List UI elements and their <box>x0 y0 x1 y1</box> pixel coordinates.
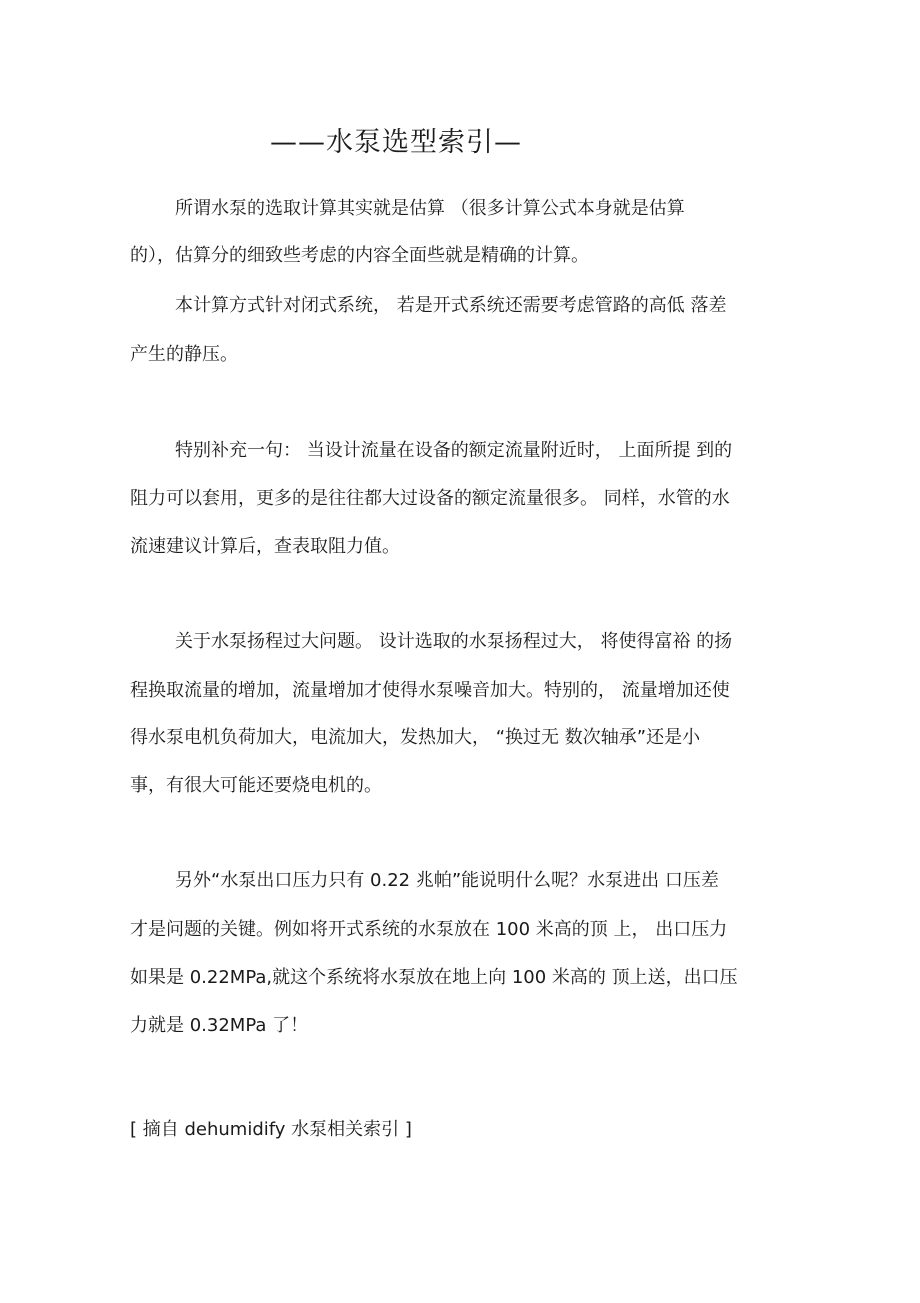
paragraph-5-line-1: 另外“水泵出口压力只有 0.22 兆帕”能说明什么呢？水泵进出 口压差 <box>175 870 719 891</box>
paragraph-2-line-1: 本计算方式针对闭式系统， 若是开式系统还需要考虑管路的高低 落差 <box>175 295 727 316</box>
paragraph-1-line-1: 所谓水泵的选取计算其实就是估算 （很多计算公式本身就是估算 <box>175 198 685 219</box>
paragraph-5-line-2: 才是问题的关键。例如将开式系统的水泵放在 100 米高的顶 上， 出口压力 <box>130 919 728 940</box>
paragraph-3-line-1: 特别补充一句： 当设计流量在设备的额定流量附近时， 上面所提 到的 <box>175 440 733 461</box>
source-note: [ 摘自 dehumidify 水泵相关索引 ] <box>130 1119 412 1140</box>
paragraph-5-line-4: 力就是 0.32MPa 了！ <box>130 1015 309 1036</box>
paragraph-5-line-3: 如果是 0.22MPa,就这个系统将水泵放在地上向 100 米高的 顶上送，出口压 <box>130 967 738 988</box>
paragraph-3-line-3: 流速建议计算后，查表取阻力值。 <box>130 536 400 557</box>
page-title: ——水泵选型索引— <box>270 127 522 158</box>
paragraph-4-line-3: 得水泵电机负荷加大，电流加大，发热加大， “换过无 数次轴承”还是小 <box>130 727 701 748</box>
paragraph-3-line-2: 阻力可以套用，更多的是往往都大过设备的额定流量很多。 同样，水管的水 <box>130 488 730 509</box>
paragraph-4-line-1: 关于水泵扬程过大问题。 设计选取的水泵扬程过大， 将使得富裕 的扬 <box>175 631 733 652</box>
paragraph-1-line-2: 的），估算分的细致些考虑的内容全面些就是精确的计算。 <box>130 245 589 266</box>
paragraph-2-line-2: 产生的静压。 <box>130 344 238 365</box>
paragraph-4-line-2: 程换取流量的增加，流量增加才使得水泵噪音加大。特别的， 流量增加还使 <box>130 680 730 701</box>
paragraph-4-line-4: 事，有很大可能还要烧电机的。 <box>130 775 382 796</box>
